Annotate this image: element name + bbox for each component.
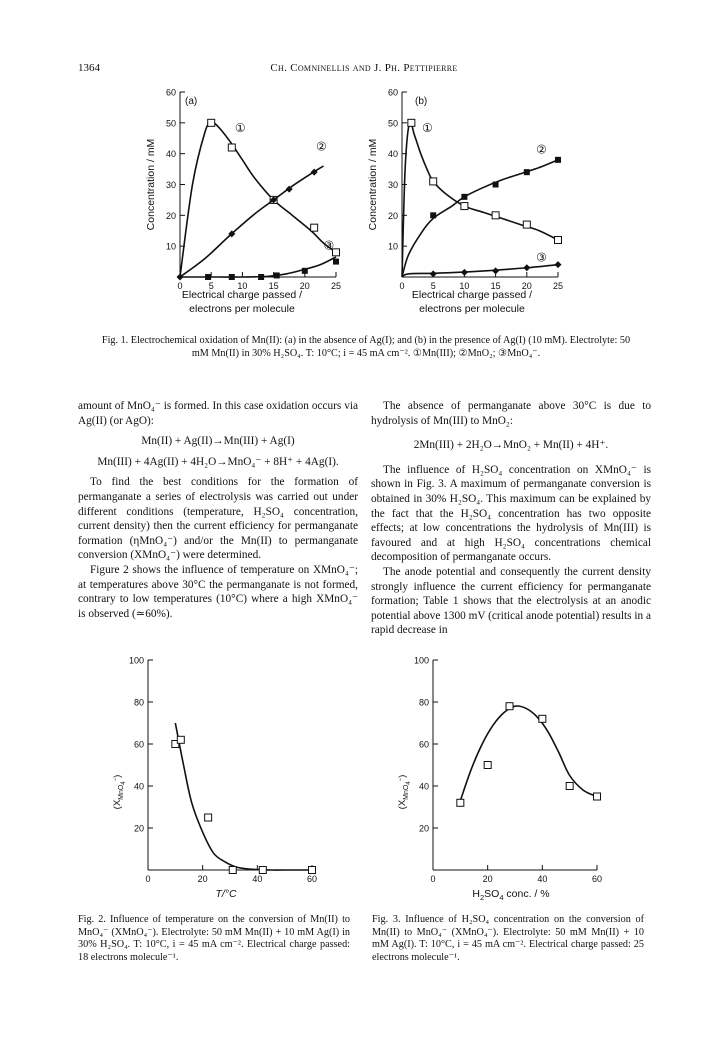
x-axis-label: T/°C: [215, 888, 237, 900]
data-point: [229, 274, 235, 280]
series-label: ②: [536, 142, 547, 157]
right-text-column: [371, 399, 651, 638]
paragraph: amount of MnO₄⁻ is formed. In this case oxidation occurs via Ag(II) (or AgO):: [78, 400, 358, 427]
data-point: [430, 178, 437, 185]
x-tick-label: 20: [197, 874, 208, 884]
data-point: [523, 264, 530, 271]
x-tick-label: 0: [399, 281, 405, 291]
data-point: [311, 224, 318, 231]
y-tick-label: 20: [165, 210, 176, 221]
panel-label-a: (a): [185, 96, 198, 107]
y-axis-label: $(X_{MnO4}^-)$: [397, 774, 412, 810]
x-tick-label: 0: [145, 874, 151, 884]
y-tick-label: 60: [387, 87, 398, 98]
data-point: [205, 274, 211, 280]
running-title: Ch. Comninellis and J. Ph. Pettipierre: [270, 62, 458, 74]
fig3-caption: Fig. 3. Influence of H₂SO₄ concentration on the conversion of Mn(II) to MnO₄⁻ (XMnO₄⁻). Electrolyte: 50 mM Mn(II) + 10 mM Ag(I). T: 10°C, i = 45 mA cm⁻². Electrical charge passed: 25 electrons molecule⁻¹.: [372, 914, 644, 963]
paragraph: The absence of permanganate above 30°C is due to hydrolysis of Mn(III) to MnO₂:: [371, 400, 651, 427]
paragraph: To find the best conditions for the formation of permanganate a series of electrolysis was carried out under different conditions (temperature, H₂SO₄ concentration, current density) then the current efficiency for permanganate formation (ηMnO₄⁻) and/or the Mn(II) to permanganate conversion (XMnO₄⁻) were determined.: [78, 476, 358, 562]
series-label: ①: [421, 121, 433, 136]
y-tick-label: 20: [133, 823, 144, 834]
data-point: [177, 736, 184, 743]
x-tick-label: 40: [252, 874, 263, 884]
left-text-column: [78, 399, 358, 621]
equation: Mn(II) + Ag(II)→Mn(III) + Ag(I): [141, 435, 295, 448]
x-axis-label-line2: electrons per molecule: [189, 303, 295, 315]
y-tick-label: 10: [165, 241, 176, 252]
data-point: [506, 703, 513, 710]
x-tick-label: 40: [537, 874, 548, 884]
data-point: [309, 867, 316, 874]
data-point: [524, 169, 530, 175]
series-line: [402, 160, 558, 277]
y-axis-label: $(X_{MnO4}^-)$: [112, 774, 127, 810]
series-line: [460, 706, 597, 801]
equation: Mn(III) + 4Ag(II) + 4H₂O→MnO₄⁻ + 8H⁺ + 4Ag(I).: [97, 455, 339, 468]
x-tick-label: 5: [430, 281, 436, 291]
data-point: [555, 157, 561, 163]
y-tick-label: 20: [387, 210, 398, 221]
x-tick-label: 15: [268, 281, 279, 291]
data-point: [594, 793, 601, 800]
y-axis-label: Concentration / mM: [367, 138, 379, 231]
data-point: [492, 267, 499, 274]
x-tick-label: 10: [459, 281, 470, 291]
y-tick-label: 60: [418, 739, 429, 750]
x-tick-label: 10: [237, 281, 248, 291]
data-point: [555, 237, 562, 244]
series-label: ②: [316, 139, 327, 154]
x-tick-label: 0: [430, 874, 436, 884]
data-point: [302, 268, 308, 274]
data-point: [493, 182, 499, 188]
y-tick-label: 80: [418, 697, 429, 708]
y-tick-label: 30: [387, 180, 398, 190]
x-tick-label: 60: [306, 874, 318, 884]
y-tick-label: 40: [133, 781, 144, 792]
data-point: [430, 212, 436, 218]
data-point: [205, 814, 212, 821]
data-point: [539, 715, 546, 722]
data-point: [408, 119, 415, 126]
data-point: [461, 269, 468, 276]
data-point: [484, 762, 491, 769]
series-line: [175, 723, 312, 870]
y-tick-label: 40: [418, 781, 429, 792]
fig2-caption: Fig. 2. Influence of temperature on the conversion of Mn(II) to MnO₄⁻ (XMnO₄⁻). Electrolyte: 50 mM Mn(II) + 10 mM Ag(I) in 30% H₂SO₄. T: 10°C, i = 45 mA cm⁻². Electrical charge passed: 18 electrons molecule⁻¹.: [78, 914, 350, 963]
y-tick-label: 50: [165, 118, 176, 129]
y-tick-label: 10: [387, 241, 398, 252]
series-label: ③: [536, 250, 547, 265]
series-label: ①: [234, 121, 246, 136]
data-point: [555, 261, 562, 268]
equation: 2Mn(III) + 2H₂O→MnO₂ + Mn(II) + 4H⁺.: [413, 439, 609, 452]
series-label: ③: [323, 238, 335, 253]
x-tick-label: 25: [552, 281, 564, 291]
fig1-caption: Fig. 1. Electrochemical oxidation of Mn(II): (a) in the absence of Ag(I); and (b) in the presence of Ag(I) (10 mM). Electrolyte: 50 mM Mn(II) in 30% H₂SO₄. T: 10°C; i = 45 mA cm⁻². ①Mn(III); ②MnO₂; ③MnO₄⁻.: [101, 335, 631, 359]
x-tick-label: 25: [330, 281, 342, 291]
data-point: [274, 272, 280, 278]
x-axis-label-line1: Electrical charge passed /: [411, 289, 533, 301]
data-point: [566, 783, 573, 790]
y-tick-label: 20: [418, 823, 429, 834]
fig1b-chart: [367, 84, 590, 315]
series-line: [402, 121, 558, 277]
data-point: [229, 867, 236, 874]
paragraph: Figure 2 shows the influence of temperature on XMnO₄⁻; at temperatures above 30°C the permanganate is not formed, contrary to low temperatures (10°C) where a high XMnO₄⁻ is observed (≃60%).: [78, 563, 358, 620]
x-tick-label: 20: [521, 281, 532, 291]
x-axis-label-line1: Electrical charge passed /: [181, 289, 303, 301]
data-point: [461, 203, 468, 210]
y-tick-label: 60: [133, 739, 144, 750]
data-point: [461, 194, 467, 200]
series-line: [402, 265, 558, 277]
x-tick-label: 20: [299, 281, 310, 291]
page-number: 1364: [78, 62, 100, 74]
data-point: [430, 270, 437, 277]
data-point: [333, 259, 339, 265]
x-axis-label-line2: electrons per molecule: [419, 303, 525, 315]
paragraph: The anode potential and consequently the current density strongly influence the current efficiency for permanganate formation; Table 1 shows that the electrolysis at an anodic potential above 1300 mV (critical anode potential) results in a rapid decrease in: [371, 565, 651, 637]
data-point: [259, 867, 266, 874]
page-header: [78, 62, 650, 78]
series-line: [180, 122, 336, 277]
fig2-chart: [100, 640, 340, 902]
y-tick-label: 100: [128, 655, 144, 666]
x-axis-label: $H_2SO_4$ conc. / %: [472, 888, 550, 902]
fig3-chart: [385, 640, 625, 902]
data-point: [457, 799, 464, 806]
y-axis-label: Concentration / mM: [145, 138, 157, 231]
x-tick-label: 5: [208, 281, 214, 291]
data-point: [208, 119, 215, 126]
data-point: [523, 221, 530, 228]
data-point: [492, 212, 499, 219]
panel-label-b: (b): [415, 96, 428, 107]
series-line: [180, 166, 324, 277]
x-tick-label: 15: [490, 281, 501, 291]
y-tick-label: 100: [413, 655, 429, 666]
x-tick-label: 60: [591, 874, 603, 884]
y-tick-label: 50: [387, 118, 398, 129]
y-tick-label: 40: [165, 149, 176, 160]
y-tick-label: 30: [165, 180, 176, 190]
data-point: [228, 144, 235, 151]
y-tick-label: 80: [133, 697, 144, 708]
y-tick-label: 60: [165, 87, 176, 98]
x-tick-label: 20: [482, 874, 493, 884]
fig1a-chart: [140, 84, 360, 314]
paragraph: The influence of H₂SO₄ concentration on XMnO₄⁻ is shown in Fig. 3. A maximum of permanganate conversion is obtained in 30% H₂SO₄. This maximum can be explained by the fact that the H₂SO₄ concentration has two opposite effects; at low concentrations the hydrolysis of Mn(III) is favoured and at high H₂SO₄ concentrations chemical decomposition of permanganate occurs.: [371, 463, 651, 564]
data-point: [258, 274, 264, 280]
y-tick-label: 40: [387, 149, 398, 160]
x-tick-label: 0: [177, 281, 183, 291]
